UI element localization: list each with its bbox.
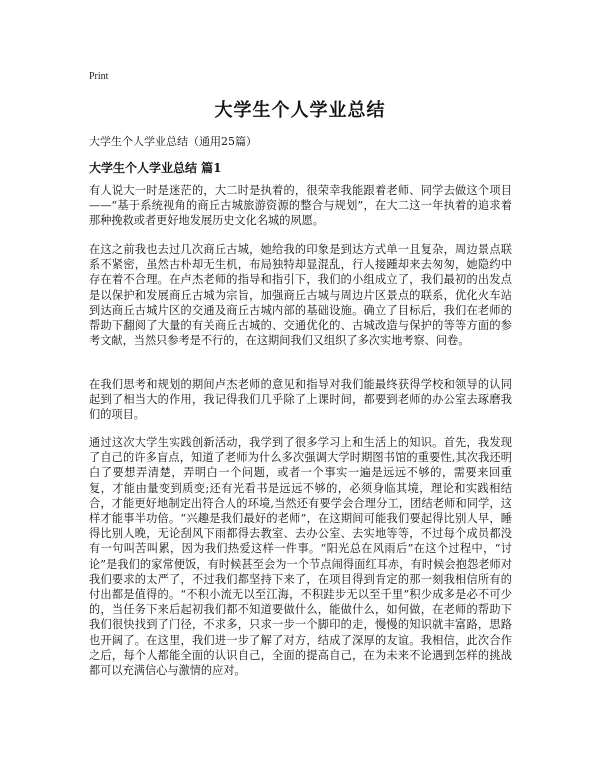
document-title: 大学生个人学业总结: [214, 100, 386, 121]
paragraph: 在我们思考和规划的期间卢杰老师的意见和指导对我们能最终获得学校和领导的认同起到了相当大的作用，我记得我们几乎除了上课时间，都要到老师的办公室去琢磨我们的项目。: [89, 378, 512, 422]
print-link[interactable]: Print: [89, 71, 109, 82]
paragraph: 有人说大一时是迷茫的，大二时是执着的，很荣幸我能跟着老师、同学去做这个项目——“基于系统视角的商丘古城旅游资源的整合与规划”，在大二这一年执着的追求着那种挽救或者更好地发展历史文化名城的夙愿。: [89, 184, 512, 228]
paragraph: 在这之前我也去过几次商丘古城，她给我的印象是到达方式单一且复杂，周边景点联系不紧密，虽然古朴却无生机，布局独特却显混乱，行人接踵却来去匆匆，她隐约中存在着不合理。在卢杰老师的指导和指引下，我们的小组成立了，我们最初的出发点是以保护和发展商丘古城为宗旨，加强商丘古城与周边片区景点的联系，优化火车站到达商丘古城片区的交通及商丘古城内部的基础设施。确立了目标后，我们在老师的帮助下翻阅了大量的有关商丘古城的、交通优化的、古城改造与保护的等等方面的参考文献，当然只参考是不行的，在这期间我们又组织了多次实地考察、问卷。: [89, 243, 512, 348]
document-subtitle: 大学生个人学业总结（通用25篇）: [89, 135, 257, 148]
section-heading: 大学生个人学业总结 篇1: [89, 161, 222, 175]
paragraph: 通过这次大学生实践创新活动，我学到了很多学习上和生活上的知识。首先，我发现了自己的许多盲点，知道了老师为什么多次强调大学时期图书馆的重要性,其次我还明白了要想弄清楚，弄明白一个问题，或者一个事实一遍是远远不够的，需要来回重复，才能由量变到质变;还有光看书是远远不够的，必须身临其境，理论和实践相结合，才能更好地制定出符合人的环境,当然还有要学会合理分工，团结老师和同学，这样才能事半功倍。“兴趣是我们最好的老师”，在这期间可能我们要起得比别人早，睡得比别人晚，无论刮风下雨都得去教室、去办公室、去实地等等，不过每个成员都没有一句叫苦叫累，因为我们热爱这样一件事。“阳光总在风雨后”在这个过程中，“讨论”是我们的家常便饭，有时候甚至会为一个节点闹得面红耳赤，有时候会抱怨老师对我们要求的太严了，不过我们都坚持下来了，在项目得到肯定的那一刻我相信所有的付出都是值得的。“不积小流无以至江海，不积跬步无以至千里”积少成多是必不可少的，当任务下来后起初我们都不知道要做什么，能做什么，如何做，在老师的帮助下我们很快找到了门径，不求多，只求一步一个脚印的走，慢慢的知识就丰富路，思路也开阔了。在这里，我们进一步了解了对方，结成了深厚的友谊。我相信，此次合作之后，每个人都能全面的认识自己，全面的提高自己，在为未来不论遇到怎样的挑战都可以充满信心与激情的应对。: [89, 436, 512, 678]
